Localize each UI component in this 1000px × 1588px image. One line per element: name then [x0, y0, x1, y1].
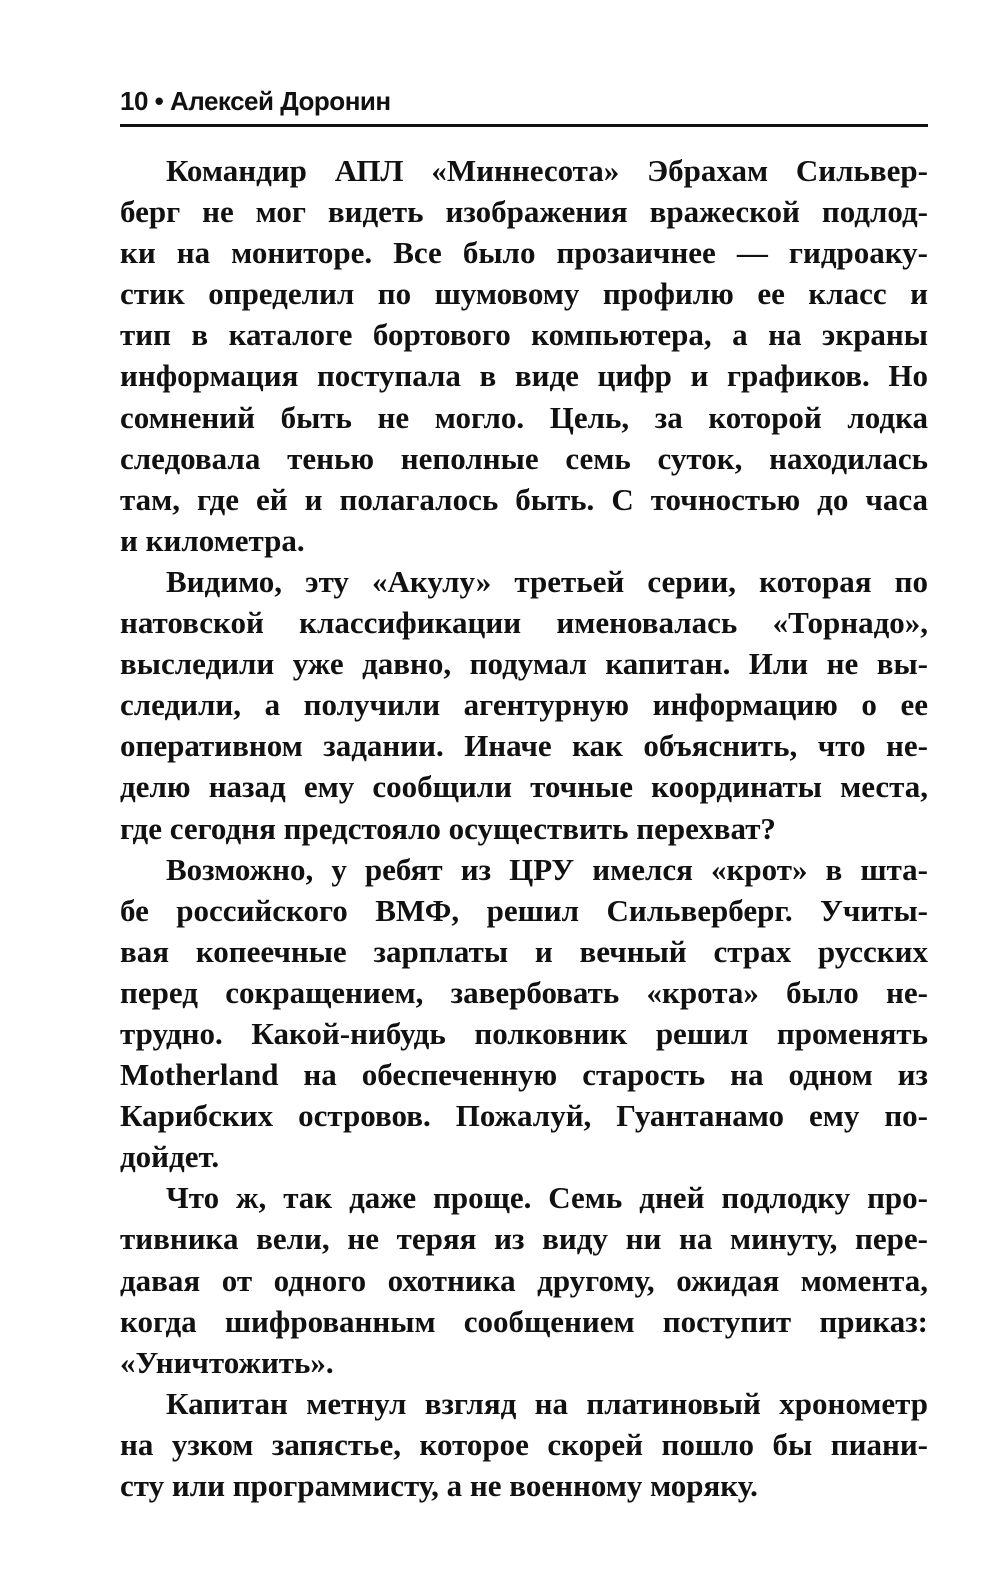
text-line: на узком запястье, которое скорей пошло бы пиани- [120, 1426, 928, 1462]
text-line: трудно. Какой-нибудь полковник решил променять [120, 1015, 928, 1051]
text-line: Что ж, так даже проще. Семь дней подлодку про- [166, 1180, 928, 1216]
text-line: «Уничтожить». [120, 1344, 334, 1380]
paragraph [120, 1177, 928, 1382]
text-line: следили, а получили агентурную информацию о ее [120, 687, 928, 723]
author-name: Алексей Доронин [170, 86, 391, 116]
paragraph [120, 150, 928, 561]
text-line: где сегодня предстояло осуществить перехват? [120, 810, 776, 846]
page-number: 10 [120, 86, 148, 116]
text-line: Капитан метнул взгляд на платиновый хронометр [166, 1385, 928, 1421]
paragraph [120, 849, 928, 1178]
paragraph [120, 561, 928, 849]
header-separator: • [154, 86, 164, 116]
text-line: Motherland на обеспеченную старость на одном из [120, 1057, 928, 1093]
text-line: берг не мог видеть изображения вражеской подлод- [120, 194, 928, 230]
text-line: сомнений быть не могло. Цель, за которой лодка [120, 399, 928, 435]
text-line: сту или программисту, а не военному моряку. [120, 1468, 758, 1503]
text-line: стик определил по шумовому профилю ее класс и [120, 276, 928, 312]
body-text [120, 150, 928, 1506]
text-line: ки на мониторе. Все было прозаичнее — гидроаку- [120, 235, 928, 271]
text-line: Командир АПЛ «Миннесота» Эбрахам Сильвер- [166, 153, 928, 188]
text-line: вая копеечные зарплаты и вечный страх русских [120, 933, 928, 969]
text-line: Карибских островов. Пожалуй, Гуантанамо ему по- [120, 1098, 928, 1134]
text-line: Видимо, эту «Акулу» третьей серии, которая по [166, 563, 928, 599]
text-line: когда шифрованным сообщением поступит приказ: [120, 1303, 928, 1339]
text-line: Возможно, у ребят из ЦРУ имелся «крот» в шта- [166, 851, 928, 887]
text-line: дойдет. [120, 1139, 220, 1175]
text-line: тивника вели, не теряя из виду ни на минуту, пере- [120, 1221, 928, 1257]
text-line: выследили уже давно, подумал капитан. Или не вы- [120, 646, 928, 682]
text-line: перед сокращением, завербовать «крота» было не- [120, 974, 928, 1010]
text-line: бе российского ВМФ, решил Сильверберг. Учиты- [120, 892, 928, 928]
text-line: информация поступала в виде цифр и графиков. Но [120, 358, 928, 394]
text-line: тип в каталоге бортового компьютера, а на экраны [120, 317, 928, 353]
text-line: оперативном задании. Иначе как объяснить, что не- [120, 728, 928, 764]
running-header [120, 84, 928, 127]
text-line: и километра. [120, 522, 305, 558]
text-line: давая от одного охотника другому, ожидая момента, [120, 1262, 928, 1298]
text-line: делю назад ему сообщили точные координаты места, [120, 769, 928, 805]
text-line: следовала тенью неполные семь суток, находилась [120, 440, 928, 476]
text-line: натовской классификации именовалась «Торнадо», [120, 605, 928, 641]
paragraph [120, 1383, 928, 1506]
text-line: там, где ей и полагалось быть. С точностью до часа [120, 481, 928, 517]
